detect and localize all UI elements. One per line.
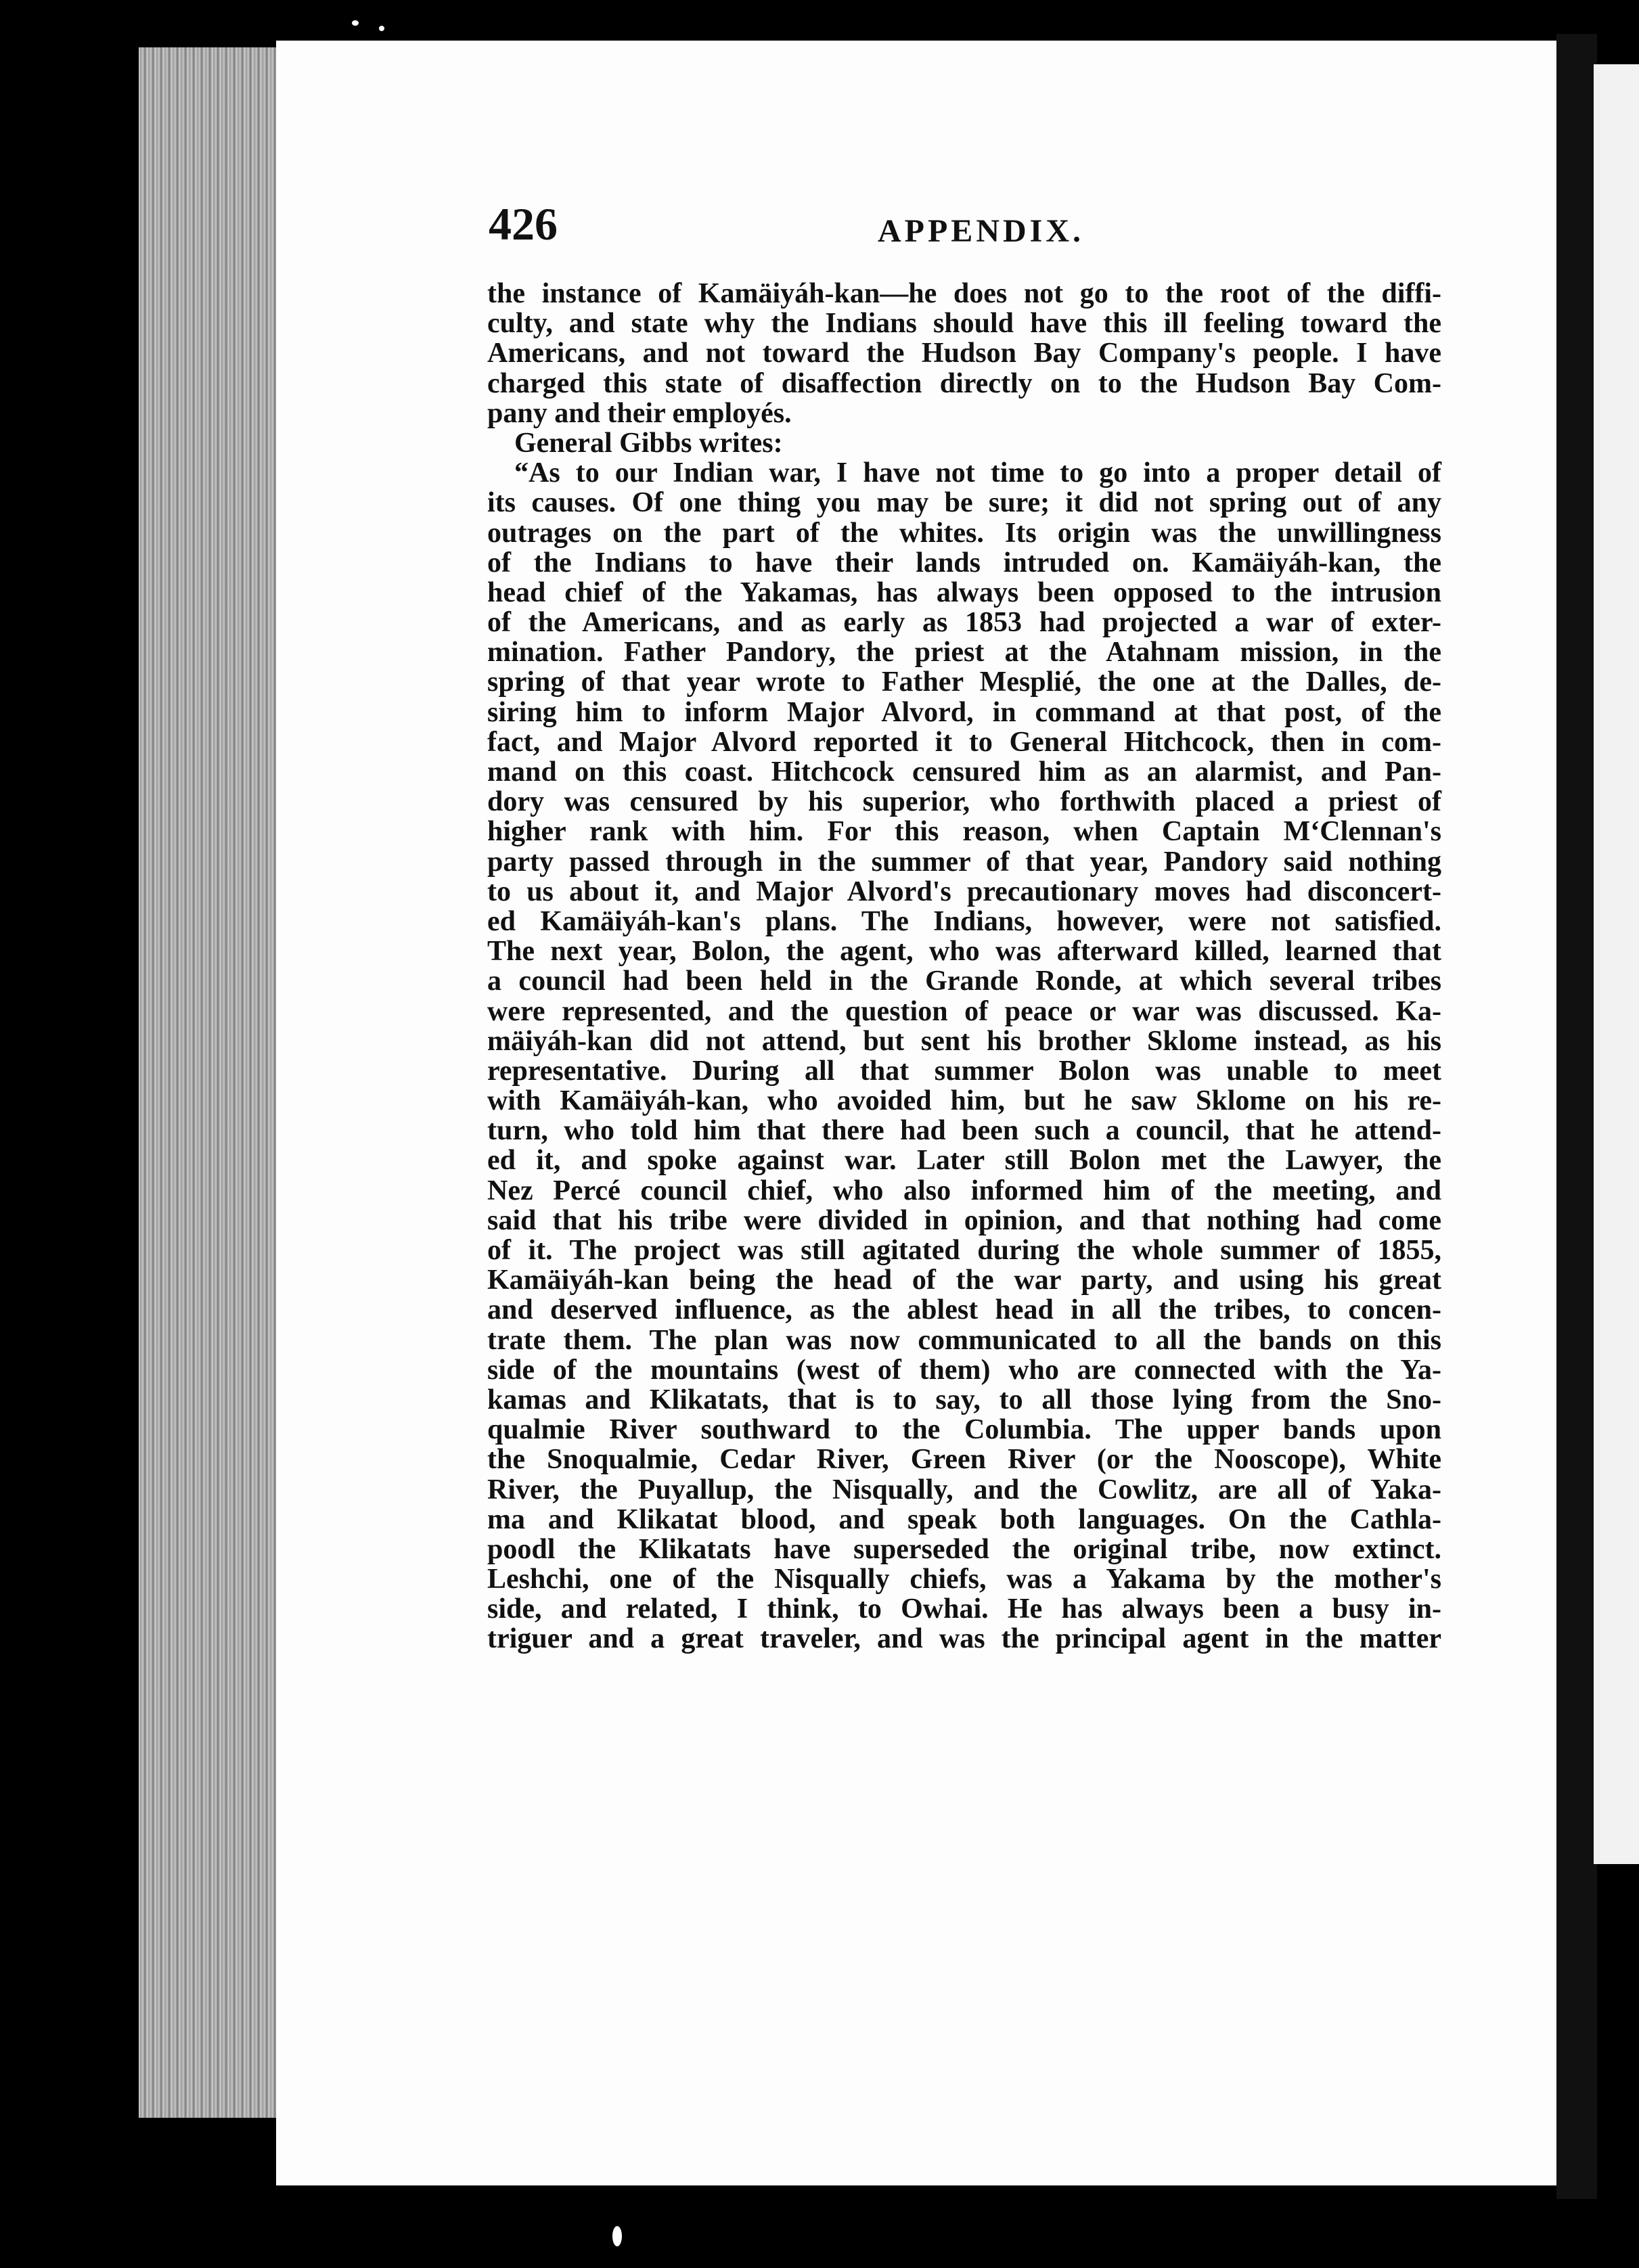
text-line: said that his tribe were divided in opinion, and that nothing had come: [487, 1204, 1441, 1236]
text-line: turn, who told him that there had been such a council, that he attend-: [487, 1115, 1441, 1147]
text-line: of the Indians to have their lands intruded on. Kamäiyáh-kan, the: [487, 547, 1441, 579]
text-line: the instance of Kamäiyáh-kan—he does not go to the root of the diffi-: [487, 278, 1441, 309]
text-line: were represented, and the question of peace or war was discussed. Ka-: [487, 995, 1441, 1027]
text-line: General Gibbs writes:: [514, 427, 783, 459]
text-line: mand on this coast. Hitchcock censured him as an alarmist, and Pan-: [487, 756, 1441, 788]
text-line: side of the mountains (west of them) who are connected with the Ya-: [487, 1354, 1441, 1386]
text-line: its causes. Of one thing you may be sure; it did not spring out of any: [487, 487, 1441, 519]
text-line: fact, and Major Alvord reported it to General Hitchcock, then in com-: [487, 726, 1441, 758]
text-line: Kamäiyáh-kan being the head of the war party, and using his great: [487, 1265, 1441, 1296]
text-line: dory was censured by his superior, who forthwith placed a priest of: [487, 786, 1441, 818]
text-line: higher rank with him. For this reason, when Captain M‘Clennan's: [487, 816, 1441, 848]
text-line: party passed through in the summer of that year, Pandory said nothing: [487, 846, 1441, 878]
scan-speck: [379, 26, 384, 31]
text-line: outrages on the part of the whites. Its origin was the unwillingness: [487, 517, 1441, 549]
text-line: charged this state of disaffection directly on to the Hudson Bay Com-: [487, 367, 1441, 399]
text-line: mäiyáh-kan did not attend, but sent his brother Sklome instead, as his: [487, 1025, 1441, 1057]
text-line: ed Kamäiyáh-kan's plans. The Indians, however, were not satisfied.: [487, 905, 1441, 937]
page-edge-stack: [139, 47, 284, 2118]
text-line: siring him to inform Major Alvord, in command at that post, of the: [487, 696, 1441, 728]
text-line: qualmie River southward to the Columbia. The upper bands upon: [487, 1414, 1441, 1446]
text-line: head chief of the Yakamas, has always been opposed to the intrusion: [487, 576, 1441, 608]
text-line: with Kamäiyáh-kan, who avoided him, but he saw Sklome on his re-: [487, 1085, 1441, 1117]
text-line: River, the Puyallup, the Nisqually, and the Cowlitz, are all of Yaka-: [487, 1474, 1441, 1505]
text-line: Nez Percé council chief, who also informed him of the meeting, and: [487, 1175, 1441, 1206]
text-line: ma and Klikatat blood, and speak both languages. On the Cathla-: [487, 1503, 1441, 1535]
text-line: Americans, and not toward the Hudson Bay Company's people. I have: [487, 338, 1441, 369]
text-line: mination. Father Pandory, the priest at the Atahnam mission, in the: [487, 637, 1441, 668]
text-line: triguer and a great traveler, and was the principal agent in the matter: [487, 1623, 1441, 1655]
facing-page-edge: [1594, 64, 1639, 1864]
text-line: culty, and state why the Indians should have this ill feeling toward the: [487, 308, 1441, 340]
text-line: Leshchi, one of the Nisqually chiefs, was a Yakama by the mother's: [487, 1564, 1441, 1595]
text-line: kamas and Klikatats, that is to say, to all those lying from the Sno-: [487, 1384, 1441, 1415]
text-line: The next year, Bolon, the agent, who was afterward killed, learned that: [487, 936, 1441, 968]
text-line: of the Americans, and as early as 1853 had projected a war of exter-: [487, 607, 1441, 639]
text-line: poodl the Klikatats have superseded the original tribe, now extinct.: [487, 1533, 1441, 1565]
text-line: ed it, and spoke against war. Later still Bolon met the Lawyer, the: [487, 1145, 1441, 1177]
text-line: trate them. The plan was now communicated to all the bands on this: [487, 1324, 1441, 1356]
text-line: the Snoqualmie, Cedar River, Green River (or the Nooscope), White: [487, 1444, 1441, 1476]
running-head: APPENDIX.: [878, 213, 1084, 249]
scan-speck: [352, 20, 359, 26]
text-line: spring of that year wrote to Father Mesplié, the one at the Dalles, de-: [487, 666, 1441, 698]
text-line: of it. The project was still agitated during the whole summer of 1855,: [487, 1235, 1441, 1266]
text-line: a council had been held in the Grande Ronde, at which several tribes: [487, 966, 1441, 997]
text-line: “As to our Indian war, I have not time to go into a proper detail of: [514, 457, 1441, 489]
gutter-shadow: [1556, 34, 1597, 2199]
page-header: [489, 198, 1409, 258]
page-number: 426: [489, 198, 558, 250]
scan-speck: [612, 2226, 622, 2246]
text-line: and deserved influence, as the ablest head in all the tribes, to concen-: [487, 1294, 1441, 1326]
text-line: to us about it, and Major Alvord's precautionary moves had disconcert-: [487, 876, 1441, 907]
body-text: [487, 279, 1441, 1654]
text-line: side, and related, I think, to Owhai. He has always been a busy in-: [487, 1593, 1441, 1625]
text-line: pany and their employés.: [487, 397, 792, 429]
text-line: representative. During all that summer Bolon was unable to meet: [487, 1055, 1441, 1087]
